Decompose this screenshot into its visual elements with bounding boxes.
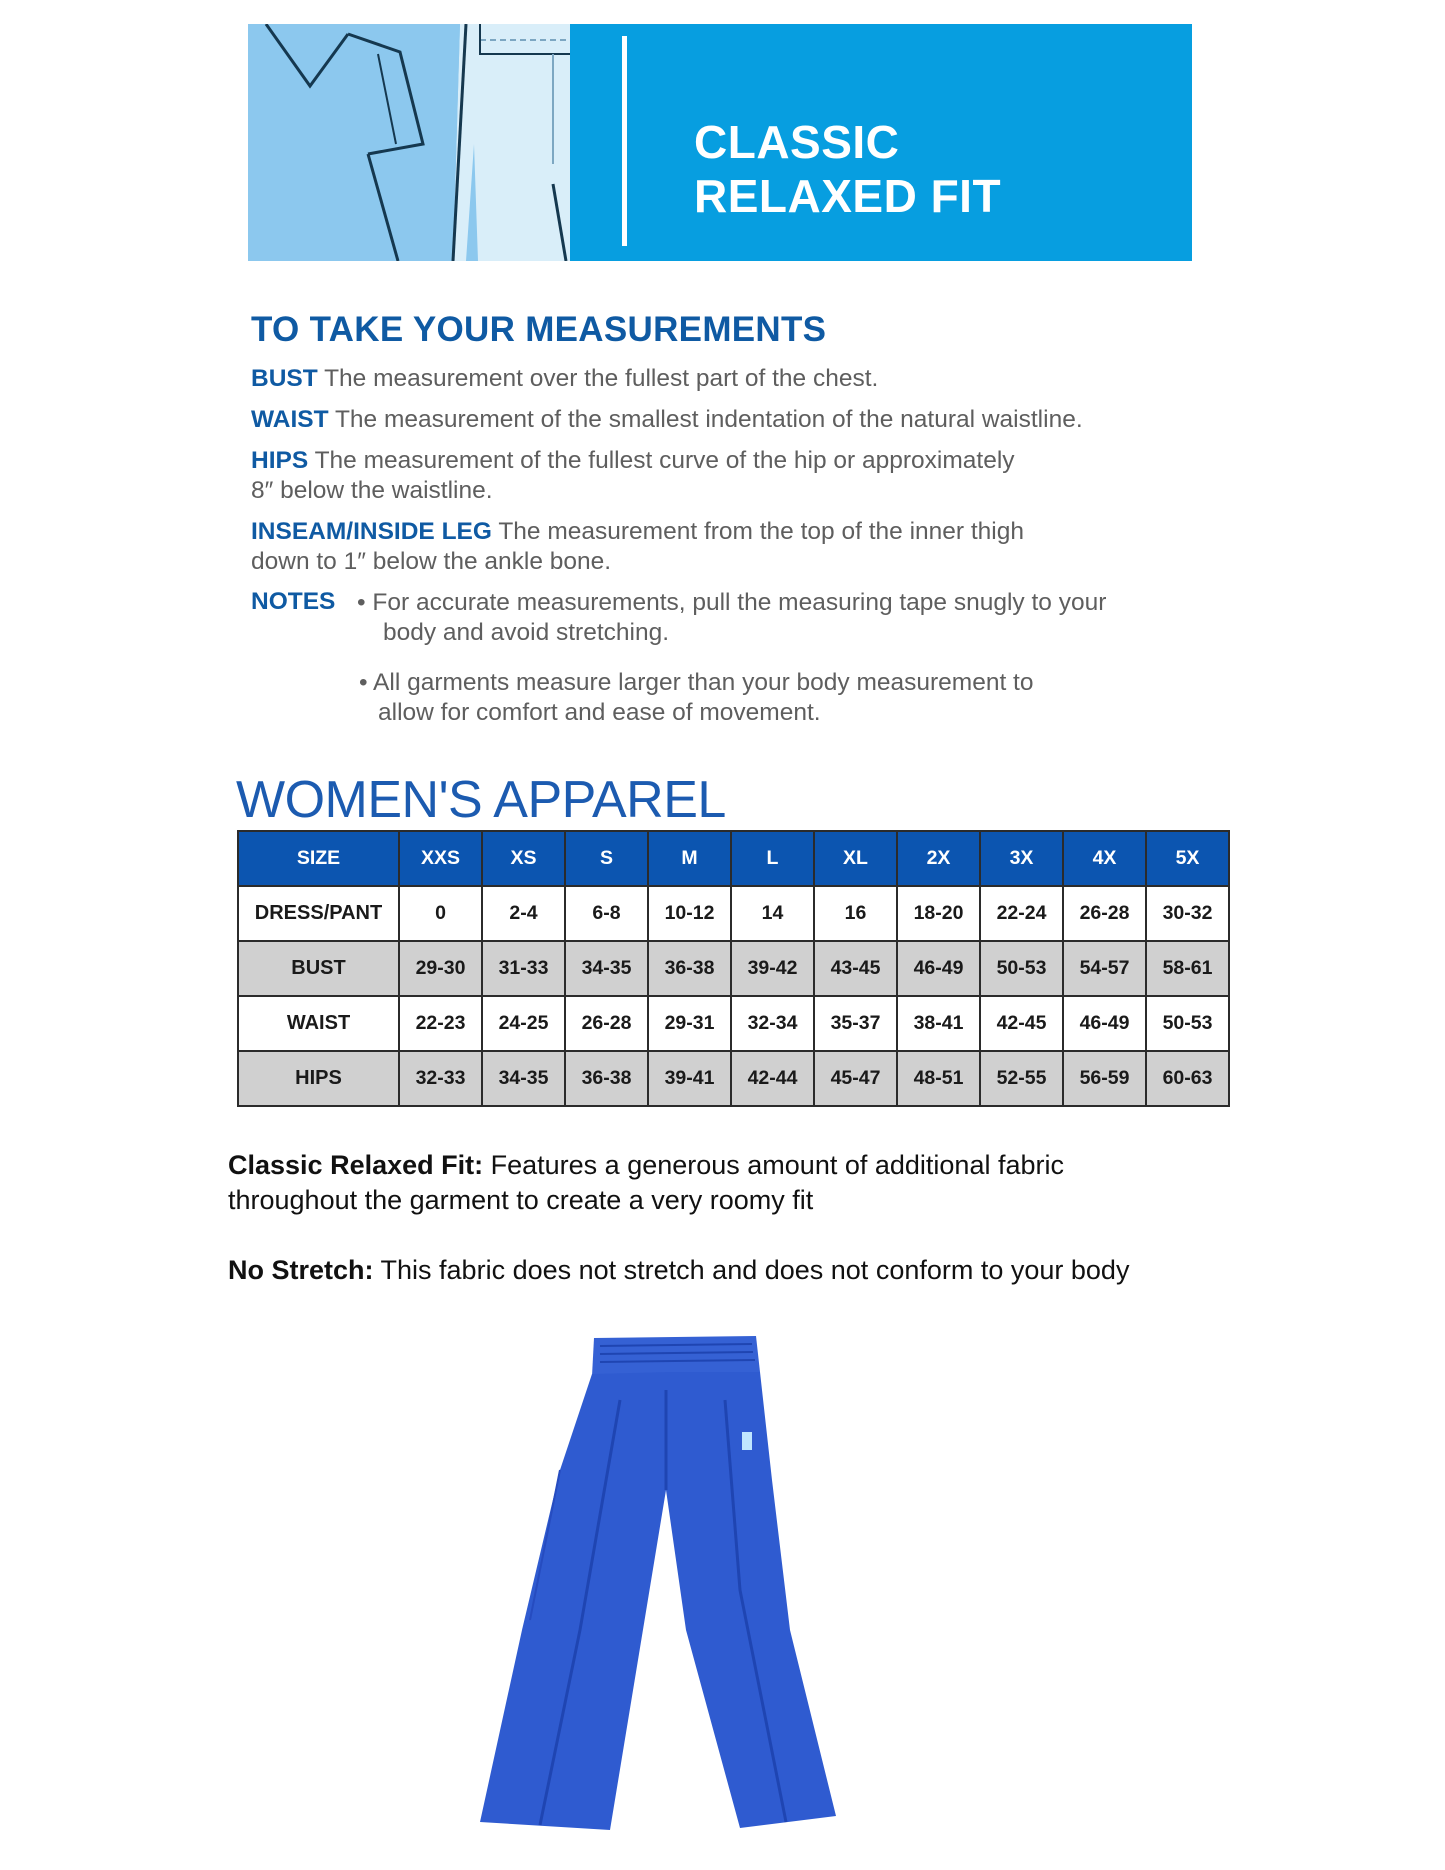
note-2-line2: allow for comfort and ease of movement.	[378, 699, 821, 726]
table-cell: 32-33	[399, 1051, 482, 1106]
waist-definition	[251, 405, 1083, 435]
fit-description-line1	[228, 1148, 1064, 1183]
inseam-text-line2: down to 1″ below the ankle bone.	[251, 548, 612, 575]
table-cell: 45-47	[814, 1051, 897, 1106]
header-cell: 3X	[980, 831, 1063, 886]
table-cell: 36-38	[565, 1051, 648, 1106]
table-cell: 48-51	[897, 1051, 980, 1106]
table-cell: 26-28	[1063, 886, 1146, 941]
row-label: WAIST	[238, 996, 399, 1051]
table-cell: 54-57	[1063, 941, 1146, 996]
table-cell: 46-49	[1063, 996, 1146, 1051]
table-cell: 32-34	[731, 996, 814, 1051]
table-cell: 42-45	[980, 996, 1063, 1051]
table-cell: 10-12	[648, 886, 731, 941]
header-cell: XL	[814, 831, 897, 886]
hips-text-line2: 8″ below the waistline.	[251, 477, 493, 504]
table-cell: 34-35	[482, 1051, 565, 1106]
table-row	[238, 996, 1229, 1051]
header-cell: L	[731, 831, 814, 886]
header-cell: 4X	[1063, 831, 1146, 886]
header-cell: XS	[482, 831, 565, 886]
table-cell: 30-32	[1146, 886, 1229, 941]
brand-tag	[742, 1432, 752, 1450]
stretch-term: No Stretch:	[228, 1255, 374, 1285]
table-row	[238, 886, 1229, 941]
banner-title-line1: CLASSIC	[694, 116, 900, 168]
table-cell: 22-23	[399, 996, 482, 1051]
banner	[248, 24, 1192, 261]
table-row	[238, 1051, 1229, 1106]
note-1-line1: • For accurate measurements, pull the measuring tape snugly to your	[357, 589, 1107, 616]
table-cell: 50-53	[980, 941, 1063, 996]
table-cell: 22-24	[980, 886, 1063, 941]
table-cell: 39-41	[648, 1051, 731, 1106]
banner-divider	[622, 36, 627, 246]
hips-definition	[251, 446, 1015, 476]
table-cell: 39-42	[731, 941, 814, 996]
table-cell: 50-53	[1146, 996, 1229, 1051]
fit-text-line2: throughout the garment to create a very roomy fit	[228, 1185, 814, 1215]
inseam-text-line1: The measurement from the top of the inner thigh	[498, 518, 1025, 545]
table-cell: 29-30	[399, 941, 482, 996]
measurements-heading: TO TAKE YOUR MEASUREMENTS	[251, 310, 827, 349]
bust-text: The measurement over the fullest part of the chest.	[324, 365, 879, 392]
table-cell: 14	[731, 886, 814, 941]
row-label: DRESS/PANT	[238, 886, 399, 941]
table-cell: 0	[399, 886, 482, 941]
table-cell: 18-20	[897, 886, 980, 941]
fit-term: Classic Relaxed Fit:	[228, 1150, 484, 1180]
waist-term: WAIST	[251, 406, 329, 433]
apparel-heading: WOMEN'S APPAREL	[236, 771, 726, 829]
note-2-line1: • All garments measure larger than your body measurement to	[359, 669, 1034, 696]
bust-definition	[251, 364, 878, 394]
table-cell: 35-37	[814, 996, 897, 1051]
table-row	[238, 941, 1229, 996]
table-cell: 56-59	[1063, 1051, 1146, 1106]
notes-term: NOTES	[251, 588, 336, 615]
size-chart-table	[237, 830, 1230, 1107]
header-cell: M	[648, 831, 731, 886]
table-cell: 31-33	[482, 941, 565, 996]
garment-illustration	[248, 24, 570, 261]
table-cell: 24-25	[482, 996, 565, 1051]
header-cell: XXS	[399, 831, 482, 886]
header-cell: S	[565, 831, 648, 886]
stretch-text: This fabric does not stretch and does not conform to your body	[380, 1255, 1130, 1285]
table-cell: 58-61	[1146, 941, 1229, 996]
header-cell: SIZE	[238, 831, 399, 886]
fit-text-line1: Features a generous amount of additional fabric	[490, 1150, 1064, 1180]
table-cell: 34-35	[565, 941, 648, 996]
note-1-line2: body and avoid stretching.	[383, 619, 670, 646]
pants-left-leg	[480, 1372, 670, 1830]
table-cell: 36-38	[648, 941, 731, 996]
header-cell: 5X	[1146, 831, 1229, 886]
table-cell: 2-4	[482, 886, 565, 941]
hips-term: HIPS	[251, 447, 309, 474]
table-cell: 46-49	[897, 941, 980, 996]
row-label: HIPS	[238, 1051, 399, 1106]
table-cell: 52-55	[980, 1051, 1063, 1106]
table-cell: 60-63	[1146, 1051, 1229, 1106]
row-label: BUST	[238, 941, 399, 996]
pants-waistband	[592, 1336, 760, 1376]
table-cell: 26-28	[565, 996, 648, 1051]
stretch-description	[228, 1253, 1129, 1288]
hips-text-line1: The measurement of the fullest curve of the hip or approximately	[314, 447, 1015, 474]
bust-term: BUST	[251, 365, 318, 392]
banner-title-line2: RELAXED FIT	[694, 170, 1002, 222]
table-cell: 29-31	[648, 996, 731, 1051]
size-header-row	[238, 831, 1229, 886]
table-cell: 6-8	[565, 886, 648, 941]
inseam-definition	[251, 517, 1024, 547]
table-cell: 38-41	[897, 996, 980, 1051]
waist-text: The measurement of the smallest indentation of the natural waistline.	[334, 406, 1083, 433]
header-cell: 2X	[897, 831, 980, 886]
table-cell: 16	[814, 886, 897, 941]
table-cell: 43-45	[814, 941, 897, 996]
inseam-term: INSEAM/INSIDE LEG	[251, 518, 492, 545]
table-cell: 42-44	[731, 1051, 814, 1106]
scrub-pants-image	[460, 1330, 860, 1850]
